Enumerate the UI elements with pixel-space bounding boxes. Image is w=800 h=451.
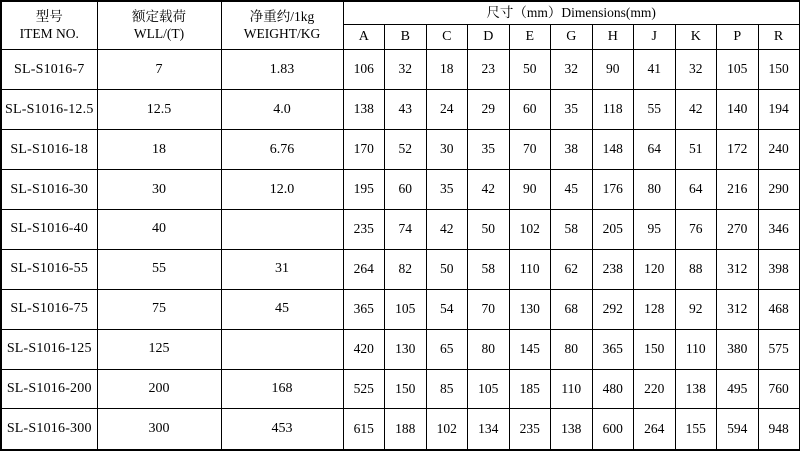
cell-dim-p: 495	[717, 369, 759, 409]
cell-dim-p: 270	[717, 209, 759, 249]
cell-dim-e: 185	[509, 369, 551, 409]
cell-dim-b: 130	[385, 329, 427, 369]
cell-dim-d: 134	[468, 409, 510, 450]
cell-dim-p: 312	[717, 249, 759, 289]
cell-dim-p: 312	[717, 289, 759, 329]
cell-dim-j: 95	[634, 209, 676, 249]
cell-dim-c: 54	[426, 289, 468, 329]
cell-item-no: SL-S1016-300	[1, 409, 97, 450]
cell-item-no: SL-S1016-125	[1, 329, 97, 369]
cell-weight: 6.76	[221, 129, 343, 169]
cell-dim-j: 55	[634, 89, 676, 129]
cell-dim-d: 42	[468, 169, 510, 209]
cell-item-no: SL-S1016-12.5	[1, 89, 97, 129]
cell-dim-h: 600	[592, 409, 634, 450]
cell-dim-a: 264	[343, 249, 385, 289]
cell-dim-d: 23	[468, 50, 510, 90]
cell-dim-e: 130	[509, 289, 551, 329]
cell-dim-k: 64	[675, 169, 717, 209]
header-item-no	[1, 1, 97, 50]
cell-dim-k: 155	[675, 409, 717, 450]
cell-dim-c: 85	[426, 369, 468, 409]
cell-wll: 30	[97, 169, 221, 209]
cell-dim-g: 138	[551, 409, 593, 450]
cell-dim-k: 32	[675, 50, 717, 90]
table-row	[1, 129, 800, 169]
cell-dim-d: 58	[468, 249, 510, 289]
cell-dim-j: 128	[634, 289, 676, 329]
cell-item-no: SL-S1016-55	[1, 249, 97, 289]
header-dimensions-group: 尺寸（mm）Dimensions(mm)	[343, 1, 800, 25]
header-item-no-en: ITEM NO.	[19, 25, 79, 41]
cell-dim-r: 194	[758, 89, 800, 129]
header-weight-cn: 净重约/1kg	[249, 8, 315, 24]
header-dim-r: R	[758, 25, 800, 50]
cell-dim-r: 760	[758, 369, 800, 409]
cell-dim-d: 29	[468, 89, 510, 129]
cell-weight: 31	[221, 249, 343, 289]
cell-dim-g: 110	[551, 369, 593, 409]
cell-dim-h: 118	[592, 89, 634, 129]
cell-dim-j: 264	[634, 409, 676, 450]
cell-weight	[221, 329, 343, 369]
cell-dim-c: 50	[426, 249, 468, 289]
cell-dim-j: 220	[634, 369, 676, 409]
table-row	[1, 169, 800, 209]
cell-dim-r: 948	[758, 409, 800, 450]
table-row	[1, 289, 800, 329]
cell-dim-c: 24	[426, 89, 468, 129]
cell-dim-h: 480	[592, 369, 634, 409]
cell-item-no: SL-S1016-7	[1, 50, 97, 90]
header-dim-c: C	[426, 25, 468, 50]
cell-dim-a: 195	[343, 169, 385, 209]
cell-dim-k: 138	[675, 369, 717, 409]
cell-dim-k: 92	[675, 289, 717, 329]
cell-dim-a: 420	[343, 329, 385, 369]
cell-dim-r: 290	[758, 169, 800, 209]
cell-dim-h: 238	[592, 249, 634, 289]
cell-dim-h: 365	[592, 329, 634, 369]
header-dim-b: B	[385, 25, 427, 50]
cell-dim-b: 82	[385, 249, 427, 289]
cell-dim-p: 216	[717, 169, 759, 209]
table-row	[1, 249, 800, 289]
cell-dim-b: 150	[385, 369, 427, 409]
header-weight	[221, 1, 343, 50]
header-dim-e: E	[509, 25, 551, 50]
cell-weight: 453	[221, 409, 343, 450]
cell-dim-p: 380	[717, 329, 759, 369]
cell-wll: 55	[97, 249, 221, 289]
table-row	[1, 89, 800, 129]
cell-dim-a: 170	[343, 129, 385, 169]
cell-wll: 125	[97, 329, 221, 369]
header-dim-g: G	[551, 25, 593, 50]
cell-dim-g: 32	[551, 50, 593, 90]
header-dim-k: K	[675, 25, 717, 50]
cell-dim-e: 70	[509, 129, 551, 169]
cell-dim-b: 32	[385, 50, 427, 90]
cell-dim-g: 68	[551, 289, 593, 329]
cell-item-no: SL-S1016-40	[1, 209, 97, 249]
cell-dim-e: 145	[509, 329, 551, 369]
cell-dim-g: 38	[551, 129, 593, 169]
header-wll-en: WLL/(T)	[133, 25, 185, 41]
header-wll	[97, 1, 221, 50]
cell-wll: 75	[97, 289, 221, 329]
cell-weight: 1.83	[221, 50, 343, 90]
cell-dim-b: 60	[385, 169, 427, 209]
cell-dim-k: 42	[675, 89, 717, 129]
cell-weight: 12.0	[221, 169, 343, 209]
cell-wll: 40	[97, 209, 221, 249]
cell-dim-b: 105	[385, 289, 427, 329]
cell-dim-j: 64	[634, 129, 676, 169]
cell-dim-p: 140	[717, 89, 759, 129]
header-dim-d: D	[468, 25, 510, 50]
cell-dim-a: 365	[343, 289, 385, 329]
cell-item-no: SL-S1016-18	[1, 129, 97, 169]
cell-dim-e: 235	[509, 409, 551, 450]
cell-weight: 4.0	[221, 89, 343, 129]
header-weight-en: WEIGHT/KG	[243, 25, 321, 41]
cell-dim-g: 58	[551, 209, 593, 249]
cell-dim-j: 80	[634, 169, 676, 209]
cell-dim-a: 235	[343, 209, 385, 249]
cell-dim-r: 346	[758, 209, 800, 249]
cell-dim-j: 150	[634, 329, 676, 369]
header-dim-a: A	[343, 25, 385, 50]
cell-dim-c: 102	[426, 409, 468, 450]
cell-weight	[221, 209, 343, 249]
cell-dim-g: 62	[551, 249, 593, 289]
cell-dim-d: 105	[468, 369, 510, 409]
cell-dim-k: 51	[675, 129, 717, 169]
cell-dim-h: 148	[592, 129, 634, 169]
table-row	[1, 329, 800, 369]
cell-dim-c: 35	[426, 169, 468, 209]
cell-dim-c: 42	[426, 209, 468, 249]
cell-dim-b: 43	[385, 89, 427, 129]
cell-dim-a: 106	[343, 50, 385, 90]
header-item-no-cn: 型号	[35, 8, 63, 24]
cell-wll: 7	[97, 50, 221, 90]
cell-dim-b: 52	[385, 129, 427, 169]
cell-dim-r: 575	[758, 329, 800, 369]
cell-dim-p: 105	[717, 50, 759, 90]
table-header	[1, 1, 800, 50]
cell-dim-r: 150	[758, 50, 800, 90]
cell-dim-g: 45	[551, 169, 593, 209]
cell-dim-h: 205	[592, 209, 634, 249]
cell-dim-e: 110	[509, 249, 551, 289]
table-row	[1, 409, 800, 450]
cell-item-no: SL-S1016-75	[1, 289, 97, 329]
cell-dim-h: 292	[592, 289, 634, 329]
cell-dim-h: 90	[592, 50, 634, 90]
cell-dim-g: 35	[551, 89, 593, 129]
cell-dim-r: 240	[758, 129, 800, 169]
cell-dim-c: 30	[426, 129, 468, 169]
header-dim-p: P	[717, 25, 759, 50]
cell-dim-a: 138	[343, 89, 385, 129]
cell-dim-d: 80	[468, 329, 510, 369]
cell-dim-r: 468	[758, 289, 800, 329]
header-wll-cn: 额定载荷	[132, 8, 186, 24]
table-row	[1, 209, 800, 249]
header-dim-h: H	[592, 25, 634, 50]
cell-dim-p: 172	[717, 129, 759, 169]
cell-wll: 300	[97, 409, 221, 450]
cell-dim-d: 50	[468, 209, 510, 249]
header-row-top	[1, 1, 800, 25]
cell-wll: 200	[97, 369, 221, 409]
cell-dim-b: 188	[385, 409, 427, 450]
cell-dim-e: 60	[509, 89, 551, 129]
cell-dim-d: 70	[468, 289, 510, 329]
cell-dim-j: 41	[634, 50, 676, 90]
cell-dim-h: 176	[592, 169, 634, 209]
table-row	[1, 50, 800, 90]
table-body	[1, 50, 800, 451]
table-row	[1, 369, 800, 409]
cell-dim-c: 65	[426, 329, 468, 369]
cell-wll: 18	[97, 129, 221, 169]
cell-dim-e: 102	[509, 209, 551, 249]
cell-wll: 12.5	[97, 89, 221, 129]
cell-dim-k: 88	[675, 249, 717, 289]
cell-dim-g: 80	[551, 329, 593, 369]
cell-weight: 168	[221, 369, 343, 409]
cell-dim-k: 76	[675, 209, 717, 249]
cell-dim-a: 525	[343, 369, 385, 409]
cell-weight: 45	[221, 289, 343, 329]
cell-dim-k: 110	[675, 329, 717, 369]
cell-dim-j: 120	[634, 249, 676, 289]
cell-item-no: SL-S1016-30	[1, 169, 97, 209]
cell-dim-e: 90	[509, 169, 551, 209]
cell-dim-p: 594	[717, 409, 759, 450]
cell-dim-a: 615	[343, 409, 385, 450]
header-dim-j: J	[634, 25, 676, 50]
cell-item-no: SL-S1016-200	[1, 369, 97, 409]
cell-dim-b: 74	[385, 209, 427, 249]
cell-dim-e: 50	[509, 50, 551, 90]
cell-dim-d: 35	[468, 129, 510, 169]
cell-dim-c: 18	[426, 50, 468, 90]
cell-dim-r: 398	[758, 249, 800, 289]
